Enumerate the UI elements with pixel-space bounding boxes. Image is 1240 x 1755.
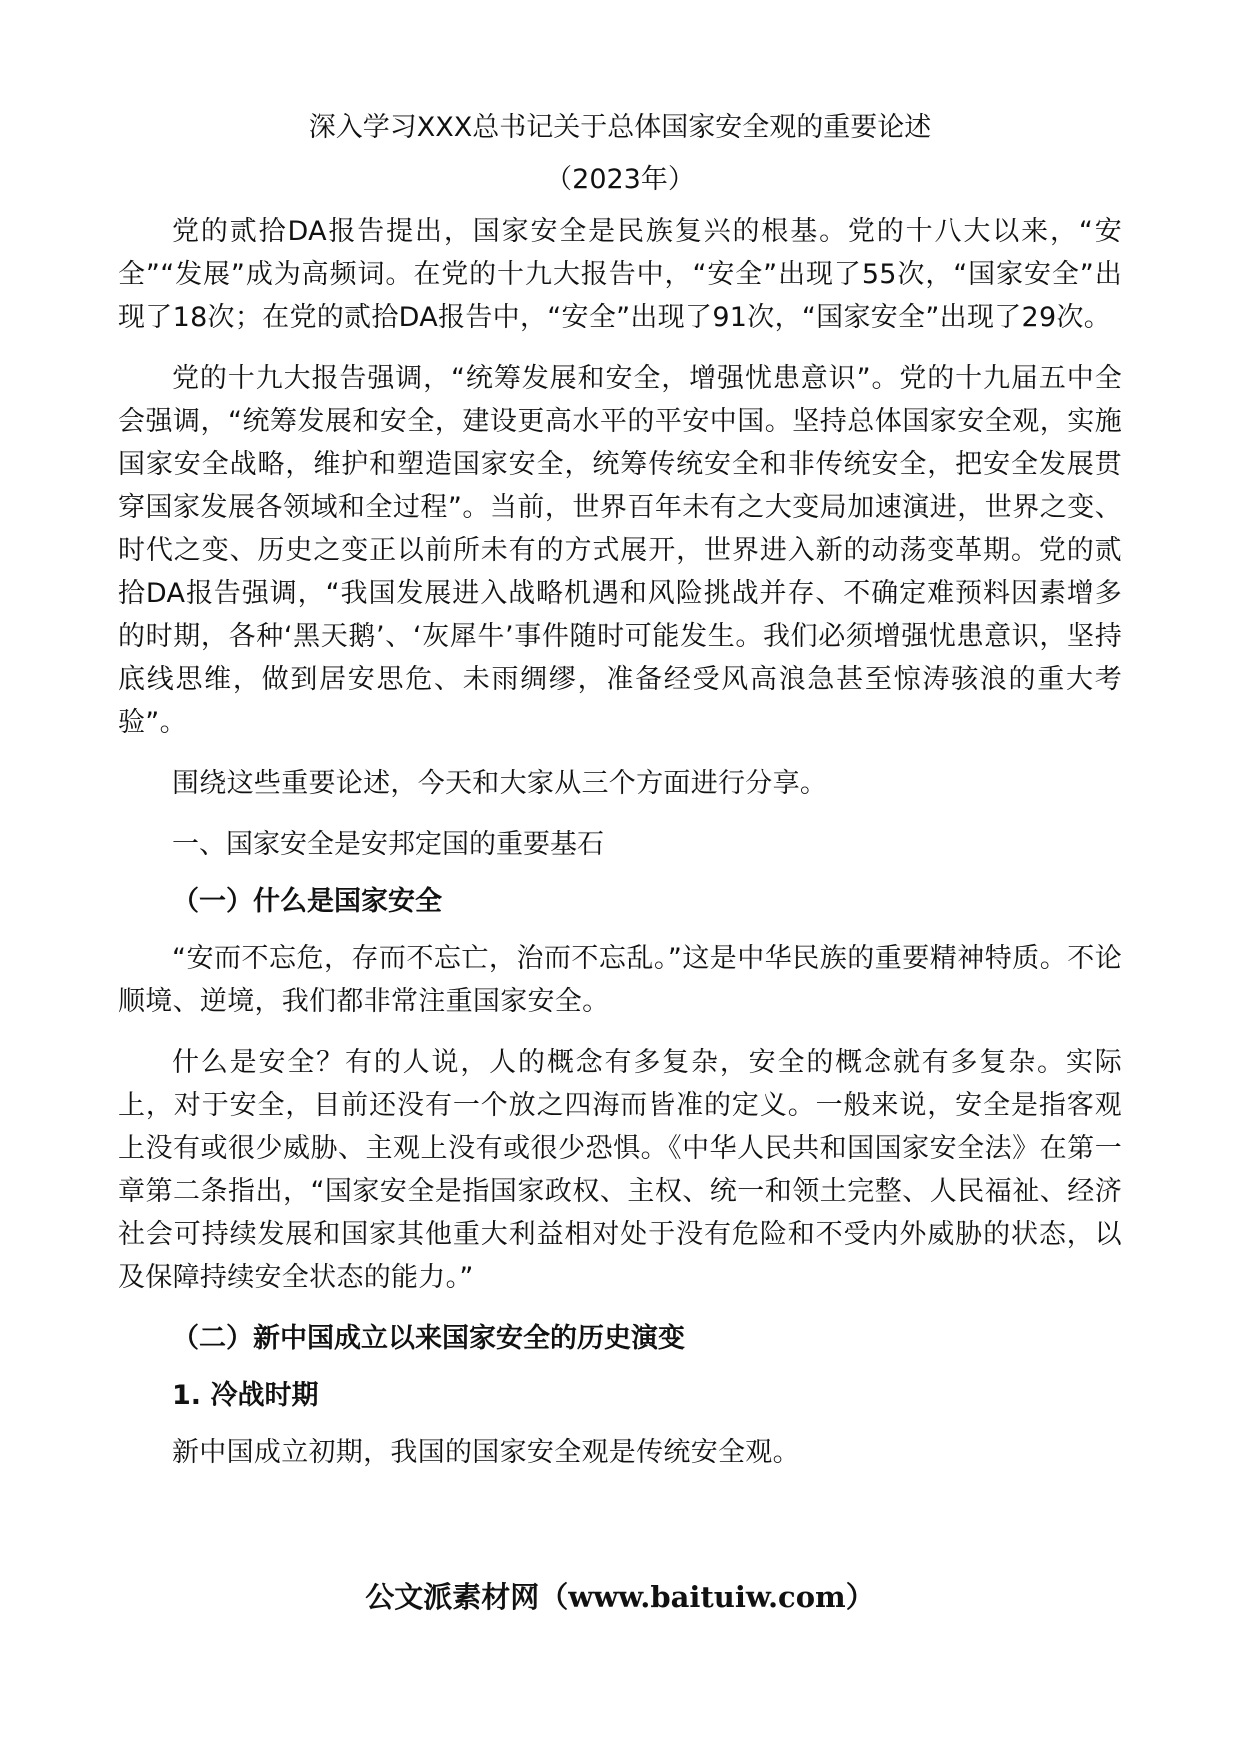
paragraph-intro: 党的贰拾DA报告提出，国家安全是民族复兴的根基。党的十八大以来，“安全”“发展”成为高频词。在党的十九大报告中，“安全”出现了55次，“国家安全”出现了18次；在党的贰拾DA报告中，“安全”出现了91次，“国家安全”出现了29次。 <box>118 216 1122 333</box>
subsection-heading-1-2-1: 1. 冷战时期 <box>172 1380 319 1411</box>
document-title: 深入学习XXX总书记关于总体国家安全观的重要论述 <box>308 112 932 143</box>
document-page <box>118 108 1122 1492</box>
paragraph-spirit: “安而不忘危，存而不忘亡，治而不忘乱。”这是中华民族的重要精神特质。不论顺境、逆境，我们都非常注重国家安全。 <box>118 943 1122 1017</box>
paragraph-context: 党的十九大报告强调，“统筹发展和安全，增强忧患意识”。党的十九届五中全会强调，“统筹发展和安全，建设更高水平的平安中国。坚持总体国家安全观，实施国家安全战略，维护和塑造国家安全，统筹传统安全和非传统安全，把安全发展贯穿国家发展各领域和全过程”。当前，世界百年未有之大变局加速演进，世界之变、时代之变、历史之变正以前所未有的方式展开，世界进入新的动荡变革期。党的贰拾DA报告强调，“我国发展进入战略机遇和风险挑战并存、不确定难预料因素增多的时期，各种‘黑天鹅’、‘灰犀牛’事件随时可能发生。我们必须增强忧患意识，坚持底线思维，做到居安思危、未雨绸缪，准备经受风高浪急甚至惊涛骇浪的重大考验”。 <box>118 363 1122 738</box>
subsection-heading-1-2: （二）新中国成立以来国家安全的历史演变 <box>172 1323 685 1354</box>
paragraph-definition: 什么是安全？有的人说，人的概念有多复杂，安全的概念就有多复杂。实际上，对于安全，目前还没有一个放之四海而皆准的定义。一般来说，安全是指客观上没有或很少威胁、主观上没有或很少恐惧。《中华人民共和国国家安全法》在第一章第二条指出，“国家安全是指国家政权、主权、统一和领土完整、人民福祉、经济社会可持续发展和国家其他重大利益相对处于没有危险和不受内外威胁的状态，以及保障持续安全状态的能力。” <box>118 1047 1122 1293</box>
document-year: （2023年） <box>545 164 695 195</box>
paragraph-cold-war: 新中国成立初期，我国的国家安全观是传统安全观。 <box>172 1437 800 1468</box>
footer-watermark: 公文派素材网（www.baituiw.com） <box>365 1580 875 1614</box>
paragraph-overview: 围绕这些重要论述，今天和大家从三个方面进行分享。 <box>172 768 828 799</box>
section-heading-1: 一、国家安全是安邦定国的重要基石 <box>172 829 604 860</box>
subsection-heading-1-1: （一）什么是国家安全 <box>172 886 442 917</box>
